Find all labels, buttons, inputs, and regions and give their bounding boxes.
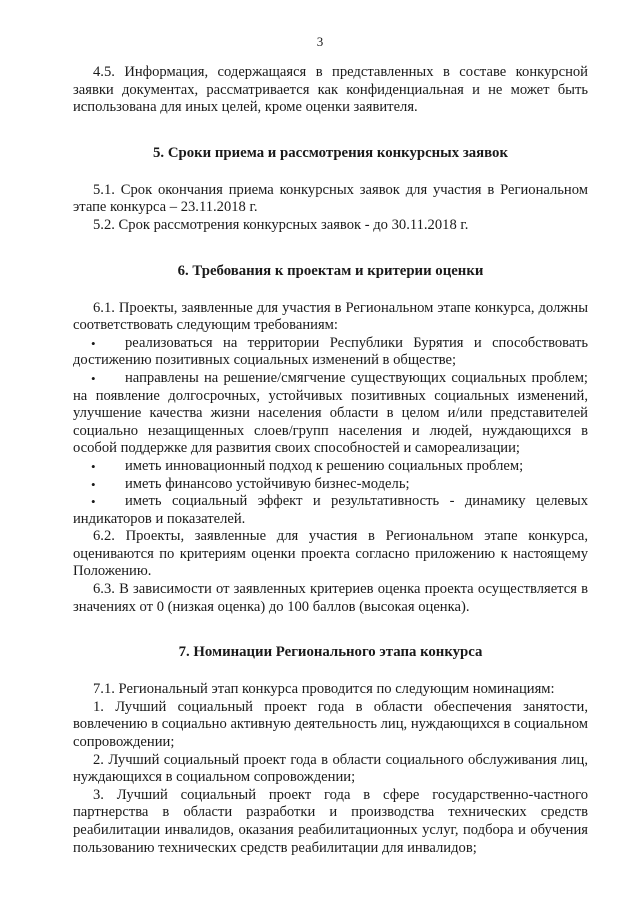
bullet-marker: • — [91, 494, 96, 510]
bullet-item — [73, 493, 588, 528]
paragraph-6-2: 6.2. Проекты, заявленные для участия в Региональном этапе конкурса, оцениваются по критериям оценки проекта согласно приложению к настоящему Положению. — [73, 528, 588, 580]
page-number: 3 — [316, 34, 324, 49]
paragraph-5-1: 5.1. Срок окончания приема конкурсных заявок для участия в Региональном этапе конкурса – 23.11.2018 г. — [73, 181, 588, 216]
paragraph-5-2: 5.2. Срок рассмотрения конкурсных заявок - до 30.11.2018 г. — [93, 216, 469, 233]
bullet-text: иметь финансово устойчивую бизнес-модель; — [125, 475, 410, 492]
bullet-item — [73, 370, 588, 458]
bullet-marker: • — [91, 458, 96, 474]
document-body — [73, 64, 588, 857]
bullet-marker: • — [91, 335, 96, 351]
bullet-marker: • — [91, 476, 96, 492]
bullet-item — [73, 335, 588, 370]
nomination-1: 1. Лучший социальный проект года в области обеспечения занятости, вовлечению в социально активную деятельность лиц, нуждающихся в социальном сопровождении; — [73, 698, 588, 751]
bullet-text: реализоваться на территории Республики Бурятия и способствовать достижению позитивных социальных изменений в обществе; — [73, 334, 588, 369]
paragraph-6-1: 6.1. Проекты, заявленные для участия в Региональном этапе конкурса, должны соответствовать следующим требованиям: — [73, 299, 588, 334]
nomination-3: 3. Лучший социальный проект года в сфере государственно-частного партнерства в области разработки и производства технических средств реабилитации инвалидов, оказания реабилитационных услуг, подбора и обучения пользованию технических средств реабилитации для инвалидов; — [73, 786, 588, 856]
paragraph-6-3: 6.3. В зависимости от заявленных критериев оценка проекта осуществляется в значениях от 0 (низкая оценка) до 100 баллов (высокая оценка). — [73, 581, 588, 615]
bullet-marker: • — [91, 370, 96, 386]
paragraph-7-1: 7.1. Региональный этап конкурса проводится по следующим номинациям: — [93, 681, 555, 698]
paragraph-4-5: 4.5. Информация, содержащаяся в представленных в составе конкурсной заявки документах, рассматривается как конфиденциальная и не может быть использована для иных целей, кроме оценки заявителя. — [73, 64, 588, 116]
bullet-text: направлены на решение/смягчение существующих социальных проблем; на появление долгосрочных, устойчивых позитивных социальных изменений, улучшение качества жизни населения области в целом и/или представителей социально незащищенных слоев/групп населения и людей, нуждающихся в особой поддержке для развития своих способностей и самореализации; — [73, 369, 588, 457]
bullet-item — [73, 476, 588, 494]
section-5-title: 5. Сроки приема и рассмотрения конкурсных заявок — [153, 144, 508, 161]
section-6-title: 6. Требования к проектам и критерии оценки — [177, 262, 484, 279]
bullet-item — [73, 458, 588, 476]
nomination-2: 2. Лучший социальный проект года в области социального обслуживания лиц, нуждающихся в социальном сопровождении; — [73, 751, 588, 786]
bullet-text: иметь инновационный подход к решению социальных проблем; — [125, 457, 524, 474]
section-7-title: 7. Номинации Регионального этапа конкурса — [178, 644, 483, 661]
bullet-text: иметь социальный эффект и результативность - динамику целевых индикаторов и показателей. — [73, 493, 588, 527]
